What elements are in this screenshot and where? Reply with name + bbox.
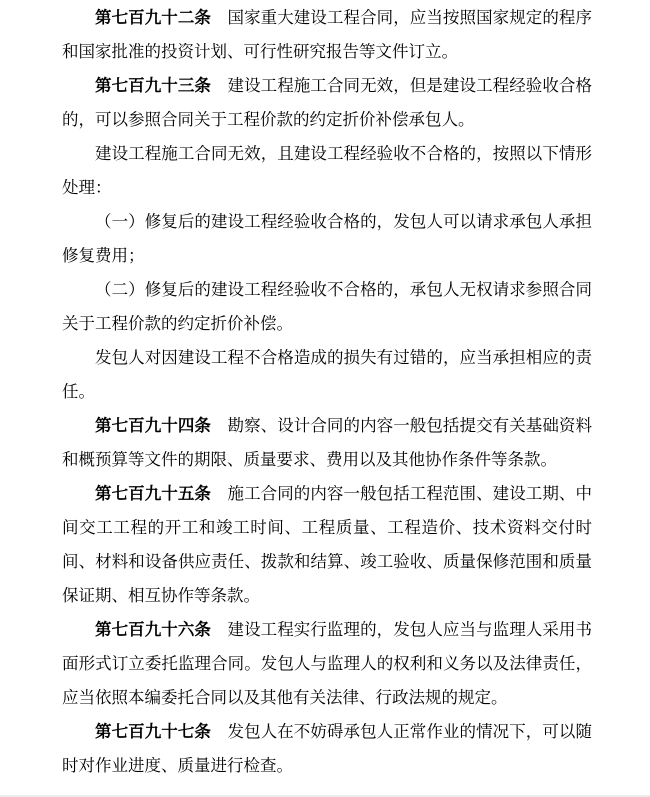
article-797-number: 第七百九十七条 (95, 722, 211, 741)
para-article-793-clause-1 (62, 69, 592, 137)
para-article-797 (62, 715, 592, 783)
article-792-text: 国家重大建设工程合同，应当按照国家规定的程序和国家批准的投资计划、可行性研究报告等文件订立。 (62, 8, 592, 61)
article-796-number: 第七百九十六条 (95, 620, 211, 639)
para-article-795 (62, 477, 592, 613)
document-body (62, 1, 592, 783)
article-793-clause-2-text: 建设工程施工合同无效，且建设工程经验收不合格的，按照以下情形处理： (62, 144, 592, 197)
article-796-text: 建设工程实行监理的，发包人应当与监理人采用书面形式订立委托监理合同。发包人与监理人的权利和义务以及法律责任，应当依照本编委托合同以及其他有关法律、行政法规的规定。 (62, 620, 592, 707)
article-793-clause-1-text: 建设工程施工合同无效，但是建设工程经验收合格的，可以参照合同关于工程价款的约定折价补偿承包人。 (62, 76, 592, 129)
article-795-text: 施工合同的内容一般包括工程范围、建设工期、中间交工工程的开工和竣工时间、工程质量、工程造价、技术资料交付时间、材料和设备供应责任、拨款和结算、竣工验收、质量保修范围和质量保证期、相互协作等条款。 (62, 484, 592, 605)
article-795-number: 第七百九十五条 (95, 484, 211, 503)
article-793-item-1-text: （一）修复后的建设工程经验收合格的，发包人可以请求承包人承担修复费用； (62, 212, 592, 265)
para-article-792 (62, 1, 592, 69)
para-article-793-item-1 (62, 205, 592, 273)
article-793-number: 第七百九十三条 (95, 76, 211, 95)
article-793-item-2-text: （二）修复后的建设工程经验收不合格的，承包人无权请求参照合同关于工程价款的约定折价补偿。 (62, 280, 592, 333)
article-792-number: 第七百九十二条 (95, 8, 211, 27)
article-797-text: 发包人在不妨碍承包人正常作业的情况下，可以随时对作业进度、质量进行检查。 (62, 722, 592, 775)
para-article-794 (62, 409, 592, 477)
para-article-793-clause-3 (62, 341, 592, 409)
article-794-number: 第七百九十四条 (95, 416, 211, 435)
para-article-793-item-2 (62, 273, 592, 341)
article-793-clause-3-text: 发包人对因建设工程不合格造成的损失有过错的，应当承担相应的责任。 (62, 348, 592, 401)
para-article-796 (62, 613, 592, 715)
article-794-text: 勘察、设计合同的内容一般包括提交有关基础资料和概预算等文件的期限、质量要求、费用以及其他协作条件等条款。 (62, 416, 592, 469)
para-article-793-clause-2 (62, 137, 592, 205)
